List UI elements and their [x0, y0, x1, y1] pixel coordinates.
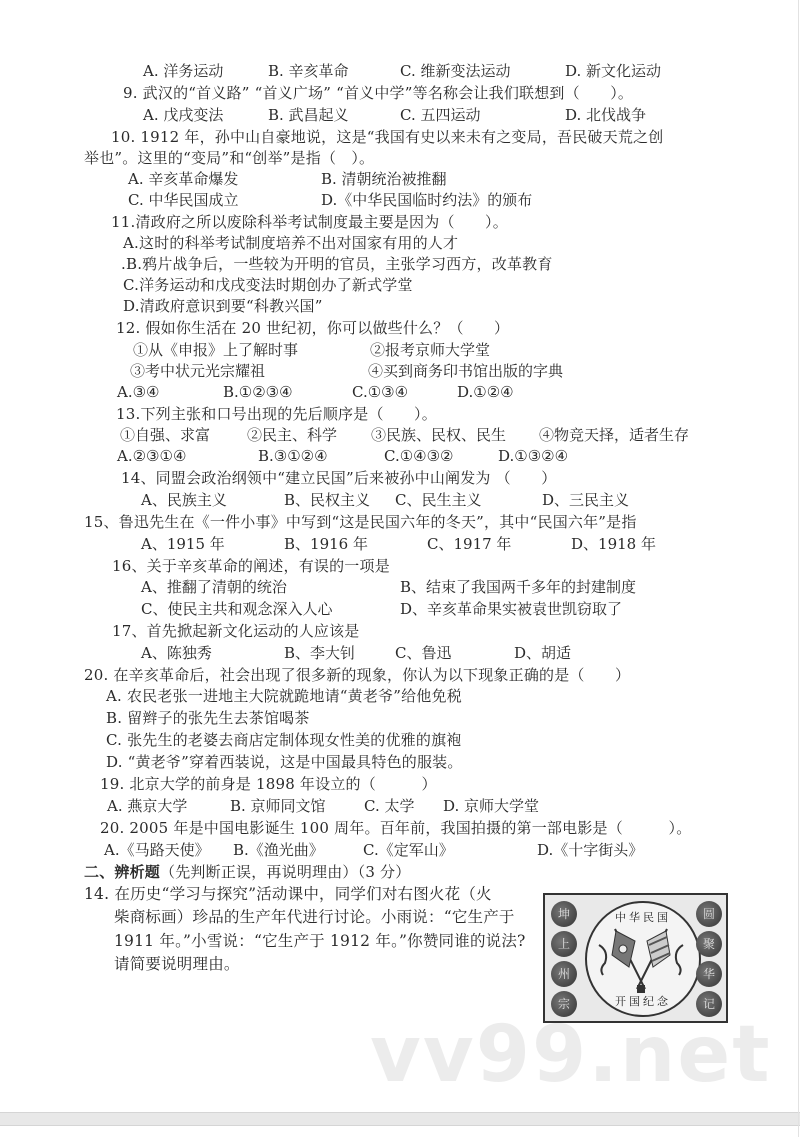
medallion: [585, 901, 701, 1017]
q9-option-d: D. 北伐战争: [565, 106, 647, 124]
q17-stem: 17、首先掀起新文化运动的人应该是: [112, 622, 360, 640]
q13-stem: 13.下列主张和口号出现的先后顺序是（ ）。: [116, 405, 437, 423]
q14-option-d: D、三民主义: [542, 491, 630, 509]
left-coin-2: 上: [551, 931, 577, 957]
q8-option-a: A. 洋务运动: [143, 62, 224, 80]
q12-item-1: ①从《申报》上了解时事: [133, 341, 299, 359]
right-coin-4: 记: [696, 991, 722, 1017]
q20b-option-d: D.《十字街头》: [537, 841, 644, 859]
q12-stem: 12. 假如你生活在 20 世纪初，你可以做些什么？（ ）: [116, 319, 510, 337]
q16-option-d: D、辛亥革命果实被袁世凯窃取了: [400, 600, 623, 618]
section2-instructions: （先判断正误，再说明理由）（3 分）: [160, 863, 411, 881]
q17-option-a: A、陈独秀: [141, 644, 212, 662]
q13-item-1: ①自强、求富: [120, 426, 211, 444]
q17-option-d: D、胡适: [514, 644, 572, 662]
matchbox-label-image: [543, 893, 728, 1023]
q12-option-a: A.③④: [117, 383, 160, 401]
q19-option-b: B. 京师同文馆: [230, 797, 326, 815]
section2-title: 二、辨析题: [84, 863, 161, 881]
q10-stem-line1: 10. 1912 年，孙中山自豪地说，这是“我国有史以来未有之变局，吾民破天荒之创: [111, 128, 664, 146]
q19-option-d: D. 京师大学堂: [443, 797, 540, 815]
q15-stem: 15、鲁迅先生在《一件小事》中写到“这是民国六年的冬天”，其中“民国六年”是指: [84, 513, 637, 531]
watermark: vv99.net: [370, 1010, 772, 1100]
q20b-option-c: C.《定军山》: [363, 841, 454, 859]
q10-stem-line2: 举也”。这里的“变局”和“创举”是指（ ）。: [84, 149, 375, 167]
q15-option-d: D、1918 年: [571, 535, 656, 553]
q13-option-b: B.③①②④: [258, 447, 328, 465]
q12-item-3: ③考中状元光宗耀祖: [130, 362, 266, 380]
q13-item-4: ④物竞天择，适者生存: [539, 426, 690, 444]
s2-q14-line2: 柴商标画）珍品的生产年代进行讨论。小雨说：“它生产于: [114, 908, 515, 926]
q16-option-b: B、结束了我国两千多年的封建制度: [400, 578, 637, 596]
q12-option-b: B.①②③④: [223, 383, 293, 401]
medallion-bottom-text: 开国纪念: [615, 995, 671, 1008]
q11-option-d: D.清政府意识到要“科教兴国”: [123, 297, 323, 315]
q11-option-c: C.洋务运动和戊戌变法时期创办了新式学堂: [123, 276, 413, 294]
q11-stem: 11.清政府之所以废除科举考试制度最主要是因为（ ）。: [111, 213, 508, 231]
page-right-edge: [798, 0, 799, 1137]
q20a-option-a: A. 农民老张一进地主大院就跪地请“黄老爷”给他免税: [106, 687, 462, 705]
q8-option-c: C. 维新变法运动: [400, 62, 511, 80]
q12-option-d: D.①②④: [457, 383, 514, 401]
s2-q14-line4: 请简要说明理由。: [114, 955, 240, 973]
q10-option-d: D.《中华民国临时约法》的颁布: [321, 191, 533, 209]
left-coin-4: 宗: [551, 991, 577, 1017]
q8-option-b: B. 辛亥革命: [268, 62, 349, 80]
page-bottom-separator: [0, 1112, 800, 1126]
q11-option-a: A.这时的科举考试制度培养不出对国家有用的人才: [123, 234, 459, 252]
q13-option-c: C.①④③②: [384, 447, 454, 465]
right-coin-1: 圆: [696, 901, 722, 927]
q16-option-c: C、使民主共和观念深入人心: [141, 600, 333, 618]
q19-option-a: A. 燕京大学: [107, 797, 188, 815]
q12-item-4: ④买到商务印书馆出版的字典: [368, 362, 564, 380]
q16-option-a: A、推翻了清朝的统治: [141, 578, 287, 596]
q17-option-b: B、李大钊: [284, 644, 356, 662]
q9-stem: 9. 武汉的“首义路” “首义广场” “首义中学”等名称会让我们联想到（ ）。: [123, 84, 634, 102]
medallion-top-text: 中华民国: [615, 911, 671, 924]
q16-stem: 16、关于辛亥革命的阐述，有误的一项是: [112, 557, 390, 575]
q9-option-b: B. 武昌起义: [268, 106, 349, 124]
q12-item-2: ②报考京师大学堂: [370, 341, 491, 359]
section2-heading: [84, 862, 410, 882]
right-coin-3: 华: [696, 961, 722, 987]
q20a-option-d: D. “黄老爷”穿着西装说，这是中国最具特色的服装。: [106, 753, 463, 771]
q20a-option-c: C. 张先生的老婆去商店定制体现女性美的优雅的旗袍: [106, 731, 462, 749]
q14-option-b: B、民权主义: [284, 491, 371, 509]
left-coin-1: 坤: [551, 901, 577, 927]
q20a-option-b: B. 留辫子的张先生去茶馆喝茶: [106, 709, 310, 727]
q12-option-c: C.①③④: [352, 383, 409, 401]
q14-option-a: A、民族主义: [141, 491, 227, 509]
q20b-option-b: B.《渔光曲》: [233, 841, 324, 859]
s2-q14-line3: 1911 年。”小雪说：“它生产于 1912 年。”你赞同谁的说法?: [114, 932, 526, 950]
q14-stem: 14、同盟会政治纲领中“建立民国”后来被孙中山阐发为 （ ）: [121, 469, 557, 487]
q10-option-b: B. 清朝统治被推翻: [321, 170, 447, 188]
q8-option-d: D. 新文化运动: [565, 62, 662, 80]
q15-option-c: C、1917 年: [427, 535, 512, 553]
q15-option-a: A、1915 年: [141, 535, 225, 553]
q15-option-b: B、1916 年: [284, 535, 368, 553]
q13-item-2: ②民主、科学: [247, 426, 338, 444]
q13-option-d: D.①③②④: [498, 447, 569, 465]
q9-option-a: A. 戊戌变法: [143, 106, 224, 124]
q20b-stem: 20. 2005 年是中国电影诞生 100 周年。百年前，我国拍摄的第一部电影是（ ）。: [100, 819, 692, 837]
q10-option-c: C. 中华民国成立: [128, 191, 239, 209]
q17-option-c: C、鲁迅: [395, 644, 452, 662]
q19-option-c: C. 太学: [364, 797, 415, 815]
q10-option-a: A. 辛亥革命爆发: [128, 170, 239, 188]
right-coin-2: 聚: [696, 931, 722, 957]
q14-option-c: C、民生主义: [395, 491, 482, 509]
q11-option-b: .B.鸦片战争后，一些较为开明的官员，主张学习西方，改革教育: [121, 255, 553, 273]
left-coin-3: 州: [551, 961, 577, 987]
q13-option-a: A.②③①④: [117, 447, 187, 465]
q20b-option-a: A.《马路天使》: [104, 841, 210, 859]
q19-stem: 19. 北京大学的前身是 1898 年设立的（ ）: [100, 775, 437, 793]
q13-item-3: ③民族、民权、民生: [371, 426, 507, 444]
q20a-stem: 20. 在辛亥革命后，社会出现了很多新的现象，你认为以下现象正确的是（ ）: [84, 666, 631, 684]
s2-q14-line1: 14. 在历史“学习与探究”活动课中，同学们对右图火花（火: [84, 885, 492, 903]
q9-option-c: C. 五四运动: [400, 106, 481, 124]
